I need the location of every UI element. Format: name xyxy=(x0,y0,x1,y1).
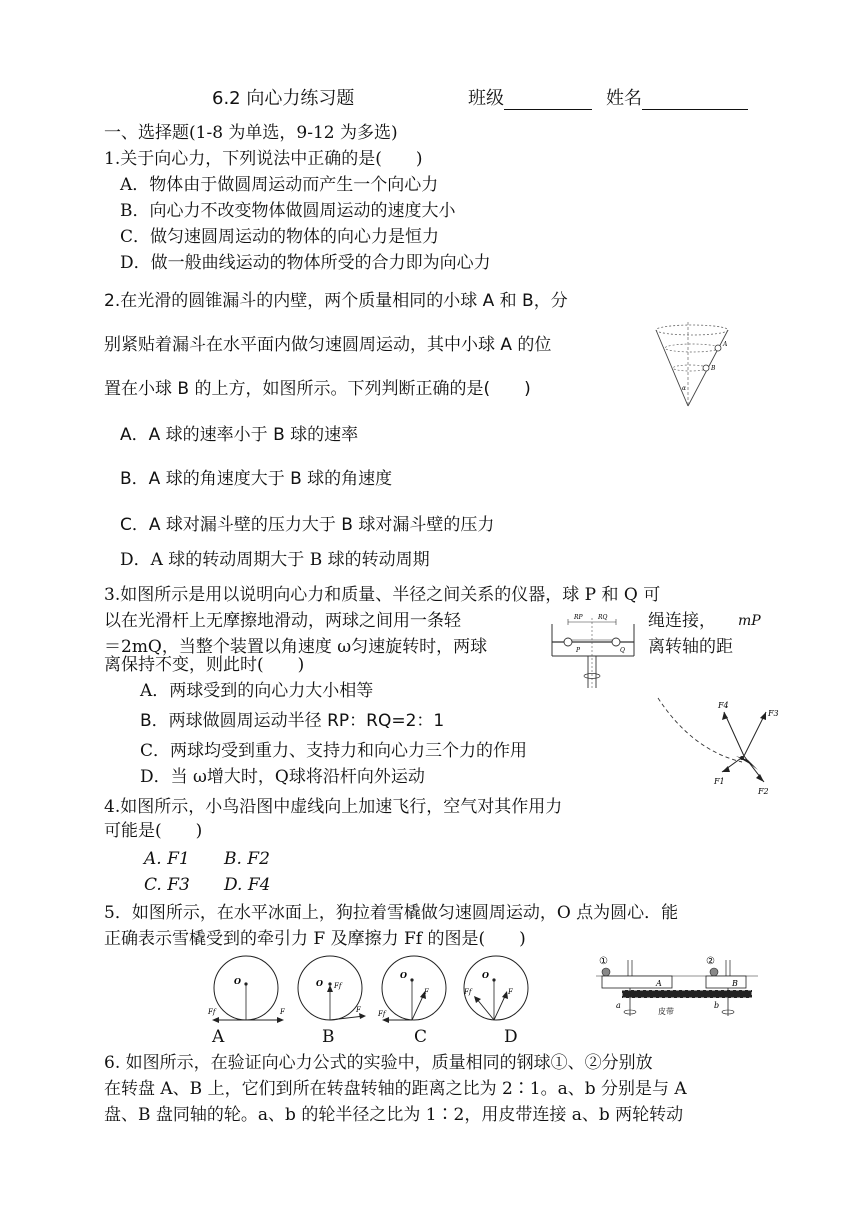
label-f3: F3 xyxy=(768,709,779,718)
q1-option-b: B．向心力不改变物体做圆周运动的速度大小 xyxy=(120,201,456,221)
class-label: 班级 xyxy=(468,88,504,109)
label-ff-d: Ff xyxy=(464,988,472,996)
q1-stem: 1.关于向心力，下列说法中正确的是( ) xyxy=(104,149,423,169)
q3-line3a: ＝2mQ，当整个装置以角速度 ω匀速旋转时，两球 xyxy=(104,637,488,657)
label-wheel-a: a xyxy=(616,1001,621,1010)
class-field[interactable] xyxy=(468,88,592,110)
label-ff-c: Ff xyxy=(378,1010,386,1018)
q6-line2: 在转盘 A、B 上，它们到所在转盘转轴的距离之比为 2∶1。a、b 分别是与 A xyxy=(104,1079,687,1099)
q3-option-d: D．当 ω增大时，Q球将沿杆向外运动 xyxy=(140,767,425,787)
name-label: 姓名 xyxy=(606,88,642,109)
q3-line2a: 以在光滑杆上无摩擦地滑动，两球之间用一条轻 xyxy=(104,611,461,631)
q5-line1: 5．如图所示，在水平冰面上，狗拉着雪橇做匀速圆周运动，O 点为圆心．能 xyxy=(104,903,679,923)
label-f2: F2 xyxy=(758,787,769,796)
label-f-a: F xyxy=(280,1008,285,1016)
label-ball1: ① xyxy=(599,956,608,967)
q4-line2: 可能是( ) xyxy=(104,821,203,841)
q3-option-c: C．两球均受到重力、支持力和向心力三个力的作用 xyxy=(140,741,528,761)
q3-line1: 3.如图所示是用以说明向心力和质量、半径之间关系的仪器，球 P 和 Q 可 xyxy=(104,585,661,605)
ball-a xyxy=(715,345,721,351)
label-ff-a: Ff xyxy=(208,1008,216,1016)
cone-funnel-figure xyxy=(648,318,738,410)
q3-option-a: A．两球受到的向心力大小相等 xyxy=(140,681,374,701)
q4-option-c: C. F3 xyxy=(144,875,190,895)
q5-label-c: C xyxy=(414,1027,428,1047)
q4-option-b: B. F2 xyxy=(224,849,270,869)
label-o-a: O xyxy=(234,976,241,986)
q2-line3: 置在小球 B 的上方，如图所示。下列判断正确的是( ) xyxy=(104,379,531,399)
label-q: Q xyxy=(620,647,625,654)
q4-option-d: D. F4 xyxy=(224,875,271,895)
q6-line3: 盘、B 盘同轴的轮。a、b 的轮半径之比为 1∶2，用皮带连接 a、b 两轮转动 xyxy=(104,1105,684,1125)
q5-line2: 正确表示雪橇受到的牵引力 F 及摩擦力 Ff 的图是( ) xyxy=(104,929,526,949)
q4-option-a: A. F1 xyxy=(144,849,190,869)
label-p: P xyxy=(576,647,581,654)
q2-option-b: B．A 球的角速度大于 B 球的角速度 xyxy=(120,469,393,489)
label-f4: F4 xyxy=(718,701,729,710)
name-blank[interactable] xyxy=(642,91,748,110)
q6-line1: 6. 如图所示，在验证向心力公式的实验中，质量相同的钢球①、②分别放 xyxy=(104,1053,653,1073)
turntable-belt-figure xyxy=(594,952,760,1030)
q1-option-d: D．做一般曲线运动的物体所受的合力即为向心力 xyxy=(120,253,491,273)
bird-forces-figure xyxy=(652,694,782,804)
q1-option-a: A．物体由于做圆周运动而产生一个向心力 xyxy=(120,175,439,195)
label-o-d: O xyxy=(482,970,489,980)
label-o-b: O xyxy=(316,978,323,988)
rod-apparatus-figure xyxy=(548,612,640,694)
label-a: A xyxy=(723,341,728,348)
label-rq: RQ xyxy=(598,614,608,621)
label-belt: 皮带 xyxy=(658,1007,674,1016)
q2-line2: 别紧贴着漏斗在水平面内做匀速圆周运动，其中小球 A 的位 xyxy=(104,335,552,355)
q2-option-c: C．A 球对漏斗壁的压力大于 B 球对漏斗壁的压力 xyxy=(120,515,495,535)
q2-option-a: A．A 球的速率小于 B 球的速率 xyxy=(120,425,359,445)
q3-line4: 离保持不变，则此时( ) xyxy=(104,655,305,675)
q2-line1: 2.在光滑的圆锥漏斗的内壁，两个质量相同的小球 A 和 B，分 xyxy=(104,291,568,311)
label-rp: RP xyxy=(574,614,583,621)
ball-b xyxy=(703,365,709,371)
label-ff-b: Ff xyxy=(334,982,342,990)
q5-label-a: A xyxy=(212,1027,225,1047)
q4-line1: 4.如图所示，小鸟沿图中虚线向上加速飞行，空气对其作用力 xyxy=(104,797,563,817)
page-title: 6.2 向心力练习题 xyxy=(212,88,355,109)
q1-option-c: C．做匀速圆周运动的物体的向心力是恒力 xyxy=(120,227,440,247)
label-wheel-b: b xyxy=(714,1001,720,1010)
label-f-d: F xyxy=(508,988,513,996)
q5-label-b: B xyxy=(322,1027,335,1047)
label-b: B xyxy=(711,365,716,372)
q3-line3b: 离转轴的距 xyxy=(648,637,733,657)
name-field[interactable] xyxy=(606,88,748,110)
label-plate-b: B xyxy=(732,979,738,988)
section-heading: 一、选择题(1-8 为单选，9-12 为多选) xyxy=(104,123,398,143)
label-plate-a: A xyxy=(656,979,662,988)
q3-line2b: 绳连接， xyxy=(648,611,716,631)
label-alpha: α xyxy=(682,385,687,392)
q2-option-d: D．A 球的转动周期大于 B 球的转动周期 xyxy=(120,550,430,570)
class-blank[interactable] xyxy=(504,91,592,110)
label-f-c: F xyxy=(424,988,429,996)
label-o-c: O xyxy=(400,970,407,980)
label-f1: F1 xyxy=(714,777,725,786)
q5-label-d: D xyxy=(504,1027,518,1047)
sled-circles-figure xyxy=(206,954,546,1022)
label-f-b: F xyxy=(356,1006,361,1014)
q3-option-b: B．两球做圆周运动半径 RP：RQ=2：1 xyxy=(140,711,445,731)
q3-line2c: mP xyxy=(738,613,761,629)
label-ball2: ② xyxy=(706,956,715,967)
